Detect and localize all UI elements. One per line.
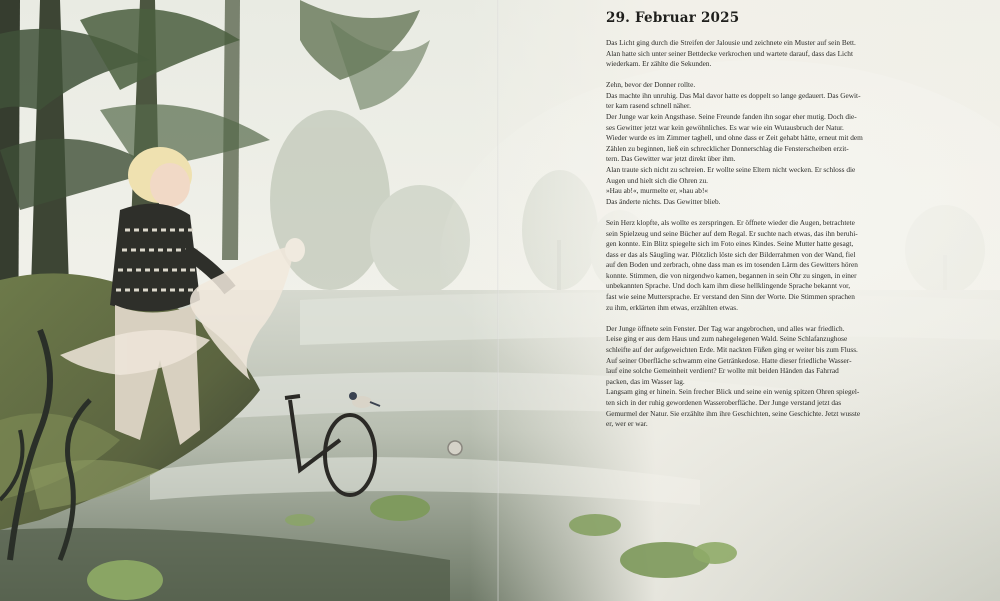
text-line: Augen und hielt sich die Ohren zu. [606,175,708,185]
text-line: »Hau ab!«, murmelte er, »hau ab!« [606,186,709,196]
text-line: gen konnte. Ein Blitz spiegelte sich im Foto eines Kindes. Seine Mutter hatte gesagt, [606,239,854,249]
text-line: Sein Herz klopfte, als wollte es zerspringen. Er öffnete wieder die Augen, betrachtete [606,217,855,227]
text-line: Das Licht ging durch die Streifen der Jalousie und zeichnete ein Muster auf sein Bett. [606,38,856,47]
paragraph [606,218,898,313]
text-column [606,10,898,440]
text-line: Alan hatte sich unter seiner Bettdecke verkrochen und wartete darauf, dass das Licht [606,48,853,58]
text-line: ses Gewitter jetzt war kein gewöhnliches. Es war wie ein Wutausbruch der Natur. [606,122,844,132]
text-line: tern. Das Gewitter war jetzt direkt über ihm. [606,154,736,164]
text-line: er, wer er war. [606,419,648,429]
text-line: Zehn, bevor der Donner rollte. [606,80,696,90]
text-line: Leise ging er aus dem Haus und zum nahegelegenen Wald. Seine Schlafanzughose [606,334,848,344]
paragraph [606,38,898,70]
paragraph [606,80,898,207]
text-line: dass er das als Säugling war. Plötzlich löste sich der Bilderrahmen von der Wand, fiel [606,249,856,259]
text-line: fast wie seine Muttersprache. Er verstand den Sinn der Worte. Die Stimmen sprachen [606,292,855,302]
text-line: lauf eine solche Gemeinheit verdient? Er wollte mit beiden Händen das Fahrrad [606,366,839,376]
text-line: ten sich in der ruhig gewordenen Wasseroberfläche. Der Junge verstand jetzt das [606,397,842,407]
text-line: Alan traute sich nicht zu schreien. Er wollte seine Eltern nicht wecken. Er schloss die [606,165,856,175]
text-line: sein Spielzeug und seine Bücher auf dem Regal. Er suchte nach etwas, das ihn beruhi- [606,228,858,238]
text-line: Der Junge war kein Angsthase. Seine Freunde fanden ihn sogar eher mutig. Doch die- [606,112,857,122]
text-line: Auf seiner Oberfläche schwamm eine Getränkedose. Hatte dieser friedliche Wasser- [606,355,852,365]
text-line: auf den Boden und zerbrach, ohne dass man es im tosenden Lärm des Gewitters hören [606,260,858,270]
text-line: Der Junge öffnete sein Fenster. Der Tag war angebrochen, und alles war friedlich. [606,323,845,333]
story-text [606,38,898,430]
text-line: ter kam rasend schnell näher. [606,101,691,111]
text-line: Zählen zu beginnen, ließ ein schrecklicher Donnerschlag die Fensterscheiben erzit- [606,143,849,153]
paragraph [606,324,898,430]
text-line: Langsam ging er hinein. Sein frecher Blick und seine ein wenig spitzen Ohren spiegel- [606,387,860,397]
page-gutter [497,0,499,601]
text-line: unbekannten Sprache. Und doch kam ihm diese hellklingende Sprache bekannt vor, [606,281,851,291]
text-line: Das machte ihn unruhig. Das Mal davor hatte es doppelt so lange gedauert. Das Gewit- [606,90,861,100]
text-line: zu ihm, erklärten ihm etwas, erzählten etwas. [606,302,738,312]
text-line: Gemurmel der Natur. Sie erzählte ihm ihre Geschichten, seine Geschichte. Jetzt wusste [606,408,861,418]
text-line: Das änderte nichts. Das Gewitter blieb. [606,196,721,206]
text-line: konnte. Stimmen, die von nirgendwo kamen, begannen in sein Ohr zu singen, in einer [606,270,857,280]
text-line: schleifte auf der aufgeweichten Erde. Mit nackten Füßen ging er weiter bis zum Fluss. [606,344,858,354]
chapter-heading: 29. Februar 2025 [606,10,740,26]
text-line: wiederkam. Er zählte die Sekunden. [606,59,712,69]
text-line: Wieder wurde es im Zimmer taghell, und ohne dass er Zeit gehabt hätte, erneut mit dem [606,133,863,143]
text-line: packen, das im Wasser lag. [606,376,685,386]
